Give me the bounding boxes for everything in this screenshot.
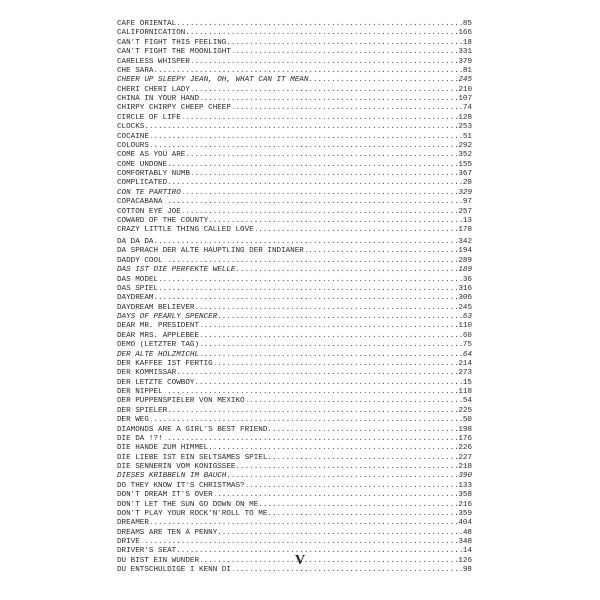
dot-leader <box>117 133 472 142</box>
entry-title: DEMO (LETZTER TAG) <box>117 341 200 350</box>
entry-page: 226 <box>458 444 472 453</box>
entry-title: DIE HÄNDE ZUM HIMMEL <box>117 444 209 453</box>
entry-page: 155 <box>458 160 472 169</box>
entry-title: CALIFORNICATION <box>117 29 186 38</box>
entry-title: DO THEY KNOW IT’S CHRISTMAS? <box>117 481 245 490</box>
toc-entry <box>117 189 472 198</box>
entry-title: CRAZY LITTLE THING CALLED LOVE <box>117 226 254 235</box>
toc-list-c <box>117 20 472 236</box>
dot-leader <box>117 435 472 444</box>
toc-entry <box>117 276 472 285</box>
dot-leader <box>117 179 472 188</box>
entry-page: 218 <box>458 463 472 471</box>
toc-entry <box>117 198 472 207</box>
entry-title: COTTON EYE JOE <box>117 207 181 216</box>
dot-leader <box>117 519 472 528</box>
toc-entry <box>117 379 472 388</box>
dot-leader <box>117 198 472 207</box>
entry-title: COMFORTABLY NUMB <box>117 170 190 178</box>
entry-title: DER WEG <box>117 416 149 425</box>
toc-entry <box>117 332 472 341</box>
entry-page: 289 <box>458 256 472 265</box>
entry-title: DON’T DREAM IT’S OVER <box>117 491 213 500</box>
entry-page: 166 <box>458 29 472 38</box>
toc-entry <box>117 226 472 235</box>
entry-page: 225 <box>458 406 472 415</box>
entry-title: DRIVE <box>117 538 140 546</box>
toc-entry <box>117 397 472 406</box>
entry-page: 51 <box>462 132 472 141</box>
entry-title: COMPLICATED <box>117 179 168 188</box>
entry-page: 273 <box>458 369 472 378</box>
entry-title: DIE DA !?! <box>117 434 163 443</box>
toc-entry <box>117 39 472 48</box>
toc-entry <box>117 416 472 425</box>
entry-page: 316 <box>458 284 472 293</box>
entry-title: DER NIPPEL <box>117 388 163 396</box>
entry-page: 358 <box>458 491 472 500</box>
entry-page: 390 <box>458 472 472 481</box>
entry-page: 13 <box>462 216 472 225</box>
entry-page: 98 <box>462 566 472 575</box>
dot-leader <box>117 294 472 303</box>
entry-page: 50 <box>462 416 472 425</box>
dot-leader <box>117 257 472 266</box>
entry-page: 48 <box>462 528 472 537</box>
entry-page: 359 <box>458 509 472 518</box>
toc-entry <box>117 76 472 85</box>
entry-title: DER PUPPENSPIELER VON MEXIKO <box>117 397 245 406</box>
entry-title: DAS SPIEL <box>117 284 159 293</box>
entry-page: 194 <box>458 247 472 256</box>
dot-leader <box>117 285 472 294</box>
toc-entry <box>117 444 472 453</box>
entry-page: 74 <box>462 104 472 113</box>
toc-entry <box>117 104 472 113</box>
toc-entry <box>117 151 472 160</box>
entry-title: DER KAFFEE IST FERTIG <box>117 359 213 368</box>
toc-entry <box>117 369 472 378</box>
dot-leader <box>117 67 472 76</box>
toc-entry <box>117 285 472 294</box>
toc-entry <box>117 170 472 179</box>
toc-entry <box>117 472 472 481</box>
toc-entry <box>117 304 472 313</box>
entry-page: 176 <box>458 434 472 443</box>
toc-entry <box>117 360 472 369</box>
entry-title: CARELESS WHISPER <box>117 57 190 66</box>
entry-title: COME UNDONE <box>117 160 168 169</box>
entry-title: DON’T LET THE SUN GO DOWN ON ME <box>117 500 259 509</box>
entry-title: DER KOMMISSAR <box>117 369 177 378</box>
entry-page: 60 <box>462 331 472 340</box>
toc-entry <box>117 351 472 360</box>
toc-entry <box>117 86 472 95</box>
entry-title: DU BIST EIN WUNDER <box>117 556 200 565</box>
entry-title: DAYDREAM <box>117 294 154 303</box>
toc-entry <box>117 482 472 491</box>
entry-title: CIRCLE OF LIFE <box>117 113 181 122</box>
entry-title: DAS MODEL <box>117 275 159 284</box>
entry-page: 245 <box>458 76 472 85</box>
entry-page: 63 <box>462 313 472 321</box>
entry-page: 81 <box>462 66 472 75</box>
entry-title: DON’T PLAY YOUR ROCK’N’ROLL TO ME <box>117 509 268 518</box>
entry-page: 85 <box>462 20 472 28</box>
entry-title: COLOURS <box>117 141 149 150</box>
entry-page: 329 <box>458 188 472 197</box>
page-number: V <box>294 553 306 568</box>
entry-page: 367 <box>458 170 472 178</box>
entry-title: COME AS YOU ARE <box>117 151 186 160</box>
toc-entry <box>117 426 472 435</box>
entry-page: 306 <box>458 294 472 303</box>
entry-title: DIAMONDS ARE A GIRL’S BEST FRIEND <box>117 425 268 434</box>
entry-page: 189 <box>458 266 472 275</box>
dot-leader <box>117 538 472 547</box>
entry-title: CHEER UP SLEEPY JEAN, OH, WHAT CAN IT MEAN <box>117 76 309 85</box>
toc-entry <box>117 294 472 303</box>
entry-page: 54 <box>462 397 472 406</box>
entry-title: CHE SARÀ <box>117 66 154 75</box>
toc-entry <box>117 29 472 38</box>
toc-entry <box>117 208 472 217</box>
entry-title: CAN’T FIGHT THIS FEELING <box>117 38 227 47</box>
toc-entry <box>117 341 472 350</box>
toc-entry <box>117 123 472 132</box>
entry-title: DER ALTE HOLZMICHL <box>117 350 200 359</box>
entry-title: DIESES KRIBBELN IM BAUCH <box>117 472 227 481</box>
toc-entry <box>117 58 472 67</box>
entry-title: DREAMER <box>117 519 149 528</box>
toc-entry <box>117 161 472 170</box>
entry-title: DER SPIELER <box>117 406 168 415</box>
entry-title: CAN’T FIGHT THE MOONLIGHT <box>117 48 231 57</box>
entry-title: CHERI CHERI LADY <box>117 85 190 94</box>
toc-entry <box>117 247 472 256</box>
dot-leader <box>117 388 472 397</box>
entry-title: DU ENTSCHULDIGE I KENN DI <box>117 566 231 575</box>
entry-page: 75 <box>462 341 472 350</box>
toc-entry <box>117 501 472 510</box>
dot-leader <box>117 238 472 247</box>
entry-title: CON TE PARTIRÒ <box>117 188 181 197</box>
toc-entry <box>117 313 472 322</box>
entry-title: COWARD OF THE COUNTY <box>117 216 209 225</box>
entry-page: 107 <box>458 95 472 103</box>
entry-title: DAYS OF PEARLY SPENCER <box>117 313 218 321</box>
entry-title: DRIVER’S SEAT <box>117 547 177 556</box>
toc-entry <box>117 142 472 151</box>
toc-entry <box>117 463 472 472</box>
dot-leader <box>117 123 472 132</box>
entry-title: COCAINE <box>117 132 149 141</box>
toc-entry <box>117 95 472 104</box>
toc-entry <box>117 435 472 444</box>
entry-title: DAS IST DIE PERFEKTE WELLE <box>117 266 236 275</box>
entry-page: 18 <box>462 38 472 47</box>
toc-entry <box>117 529 472 538</box>
entry-title: CLOCKS <box>117 123 145 132</box>
entry-page: 227 <box>458 453 472 462</box>
entry-title: DA DA DA <box>117 238 154 246</box>
entry-page: 126 <box>458 556 472 565</box>
toc-entry <box>117 179 472 188</box>
entry-page: 342 <box>458 238 472 246</box>
entry-page: 97 <box>462 198 472 207</box>
entry-page: 20 <box>462 179 472 188</box>
toc-entry <box>117 519 472 528</box>
entry-title: COPACABANA <box>117 198 163 207</box>
entry-page: 348 <box>458 538 472 546</box>
toc-entry <box>117 454 472 463</box>
entry-page: 118 <box>458 388 472 396</box>
toc-entry <box>117 238 472 247</box>
toc-entry <box>117 407 472 416</box>
entry-title: DIE SENNERIN VOM KÖNIGSSEE <box>117 463 236 471</box>
entry-title: DER LETZTE COWBOY <box>117 378 195 387</box>
dot-leader <box>117 142 472 151</box>
entry-page: 133 <box>458 481 472 490</box>
toc-entry <box>117 491 472 500</box>
dot-leader <box>117 276 472 285</box>
entry-page: 36 <box>462 275 472 284</box>
toc-entry <box>117 217 472 226</box>
entry-page: 352 <box>458 151 472 160</box>
dot-leader <box>117 407 472 416</box>
toc-entry <box>117 510 472 519</box>
entry-page: 216 <box>458 500 472 509</box>
entry-page: 128 <box>458 113 472 122</box>
entry-page: 257 <box>458 207 472 216</box>
entry-title: CHIRPY CHIRPY CHEEP CHEEP <box>117 104 231 113</box>
entry-page: 64 <box>462 350 472 359</box>
entry-title: DADDY COOL <box>117 256 163 265</box>
toc-entry <box>117 257 472 266</box>
toc-entry <box>117 133 472 142</box>
entry-page: 178 <box>458 226 472 235</box>
entry-page: 14 <box>462 547 472 556</box>
toc-entry <box>117 266 472 275</box>
entry-page: 245 <box>458 303 472 312</box>
entry-page: 198 <box>458 425 472 434</box>
entry-page: 210 <box>458 85 472 94</box>
entry-page: 253 <box>458 123 472 132</box>
entry-title: DIE LIEBE IST EIN SELTSAMES SPIEL <box>117 453 268 462</box>
toc-entry <box>117 20 472 29</box>
dot-leader <box>117 161 472 170</box>
entry-title: CHINA IN YOUR HAND <box>117 95 200 103</box>
toc-entry <box>117 48 472 57</box>
toc-entry <box>117 322 472 331</box>
entry-page: 404 <box>458 519 472 528</box>
entry-page: 379 <box>458 57 472 66</box>
entry-title: DEAR MR. PRESIDENT <box>117 322 200 331</box>
entry-page: 214 <box>458 359 472 368</box>
entry-page: 15 <box>462 378 472 387</box>
entry-title: DREAMS ARE TEN A PENNY <box>117 528 218 537</box>
entry-title: CAFÉ ORIENTAL <box>117 20 177 28</box>
toc-entry <box>117 67 472 76</box>
toc-entry <box>117 388 472 397</box>
entry-title: DAYDREAM BELIEVER <box>117 303 195 312</box>
entry-page: 331 <box>458 48 472 57</box>
entry-page: 110 <box>458 322 472 331</box>
dot-leader <box>117 416 472 425</box>
toc-list-d <box>117 238 472 576</box>
entry-page: 292 <box>458 141 472 150</box>
entry-title: DA SPRACH DER ALTE HÄUPTLING DER INDIANER <box>117 247 304 256</box>
entry-title: DEAR MRS. APPLEBEE <box>117 331 200 340</box>
toc-entry <box>117 538 472 547</box>
toc-entry <box>117 114 472 123</box>
